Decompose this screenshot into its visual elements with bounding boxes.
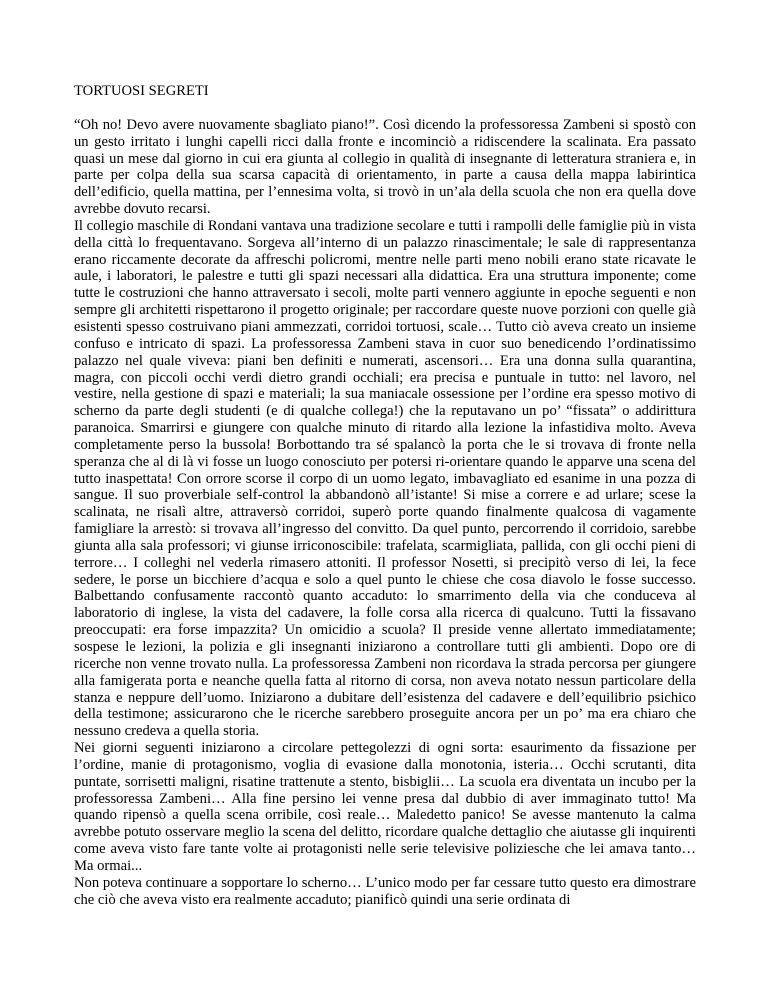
paragraph: Nei giorni seguenti iniziarono a circolare pettegolezzi di ogni sorta: esaurimento da fissazione per l’ordine, manie di protagonismo, voglia di evasione dalla monotonia, isteria… Occhi scrutanti, dita puntate, sorrisetti maligni, risatine trattenute a stento, bisbiglii… La scuola era diventata un incubo per la professoressa Zambeni… Alla fine persino lei venne presa dal dubbio di aver immaginato tutto! Ma quando ripensò a quella scena orribile, così reale… Maledetto panico! Se avesse mantenuto la calma avrebbe potuto osservare meglio la scena del delitto, ricordare qualche dettaglio che aiutasse gli inquirenti come aveva visto fare tante volte ai protagonisti nelle serie televisive poliziesche che lei amava tanto… Ma ormai... — [74, 740, 696, 874]
paragraph: Non poteva continuare a sopportare lo scherno… L’unico modo per far cessare tutto questo era dimostrare che ciò che aveva visto era realmente accaduto; pianificò quindi una serie ordinata di — [74, 874, 696, 908]
document-title: TORTUOSI SEGRETI — [74, 83, 209, 99]
document-page — [74, 83, 696, 909]
paragraph: “Oh no! Devo avere nuovamente sbagliato piano!”. Così dicendo la professoressa Zambeni si spostò con un gesto irritato i lunghi capelli ricci dalla fronte e incominciò a ridiscendere la scalinata. Era passato quasi un mese dal giorno in cui era giunta al collegio in qualità di insegnante di letteratura straniera e, in parte per colpa della sua scarsa capacità di orientamento, in parte a causa della mappa labirintica dell’edificio, quella mattina, per l’ennesima volta, si trovò in un’ala della scuola che non era quella dove avrebbe dovuto recarsi. — [74, 116, 696, 218]
paragraph: Il collegio maschile di Rondani vantava una tradizione secolare e tutti i rampolli delle famiglie più in vista della città lo frequentavano. Sorgeva all’interno di un palazzo rinascimentale; le sale di rappresentanza erano riccamente decorate da affreschi policromi, mentre nelle parti meno nobili erano state ricavate le aule, i laboratori, le palestre e tutti gli spazi necessari alla didattica. Era una struttura imponente; come tutte le costruzioni che hanno attraversato i secoli, molte parti vennero aggiunte in epoche seguenti e non sempre gli architetti rispettarono il progetto originale; per raccordare queste nuove porzioni con quelle già esistenti spesso costruivano piani ammezzati, corridoi tortuosi, scale… Tutto ciò aveva creato un insieme confuso e intricato di spazi. La professoressa Zambeni stava in cuor suo benedicendo l’ordinatissimo palazzo nel quale viveva: piani ben definiti e numerati, ascensori… Era una donna sulla quarantina, magra, con piccoli occhi verdi dietro grandi occhiali; era precisa e puntuale in tutto: nel lavoro, nel vestire, nella gestione di spazi e materiali; la sua maniacale ossessione per l’ordine era spesso motivo di scherno da parte degli studenti (e di qualche collega!) che la reputavano un po’ “fissata” o addirittura paranoica. Smarrirsi e giungere con qualche minuto di ritardo alla lezione la infastidiva molto. Aveva completamente perso la bussola! Borbottando tra sé spalancò la porta che le si trovava di fronte nella speranza che al di là vi fosse un luogo conosciuto per potersi ri-orientare quando le apparve una scena del tutto inaspettata! Con orrore scorse il corpo di un uomo legato, imbavagliato ed esanime in una pozza di sangue. Il suo proverbiale self-control la abbandonò all’istante! Si mise a correre e ad urlare; scese la scalinata, ne risalì altre, attraversò corridoi, superò porte quando finalmente qualcosa di vagamente famigliare la arrestò: si trovava all’ingresso del convitto. Da quel punto, percorrendo il corridoio, sarebbe giunta alla sala professori; vi giunse irriconoscibile: trafelata, scarmigliata, pallida, con gli occhi pieni di terrore… I colleghi nel vederla rimasero attoniti. Il professor Nosetti, si precipitò verso di lei, la fece sedere, le porse un bicchiere d’acqua e solo a quel punto le chiese che cosa diavolo le fosse successo. Balbettando confusamente raccontò quanto accaduto: lo smarrimento della via che conduceva al laboratorio di inglese, la vista del cadavere, la folle corsa alla ricerca di qualcuno. Tutti la fissavano preoccupati: era forse impazzita? Un omicidio a scuola? Il preside venne allertato immediatamente; sospese le lezioni, la polizia e gli insegnanti iniziarono a controllare tutti gli ambienti. Dopo ore di ricerche non venne trovato nulla. La professoressa Zambeni non ricordava la strada percorsa per giungere alla famigerata porta e neanche quella fatta al ritorno di corsa, non aveva notato nessun particolare della stanza e neppure dell’uomo. Iniziarono a dubitare dell’esistenza del cadavere e dell’equilibrio psichico della testimone; assicurarono che le ricerche sarebbero proseguite ancora per un po’ ma era chiaro che nessuno credeva a quella storia. — [74, 217, 696, 740]
